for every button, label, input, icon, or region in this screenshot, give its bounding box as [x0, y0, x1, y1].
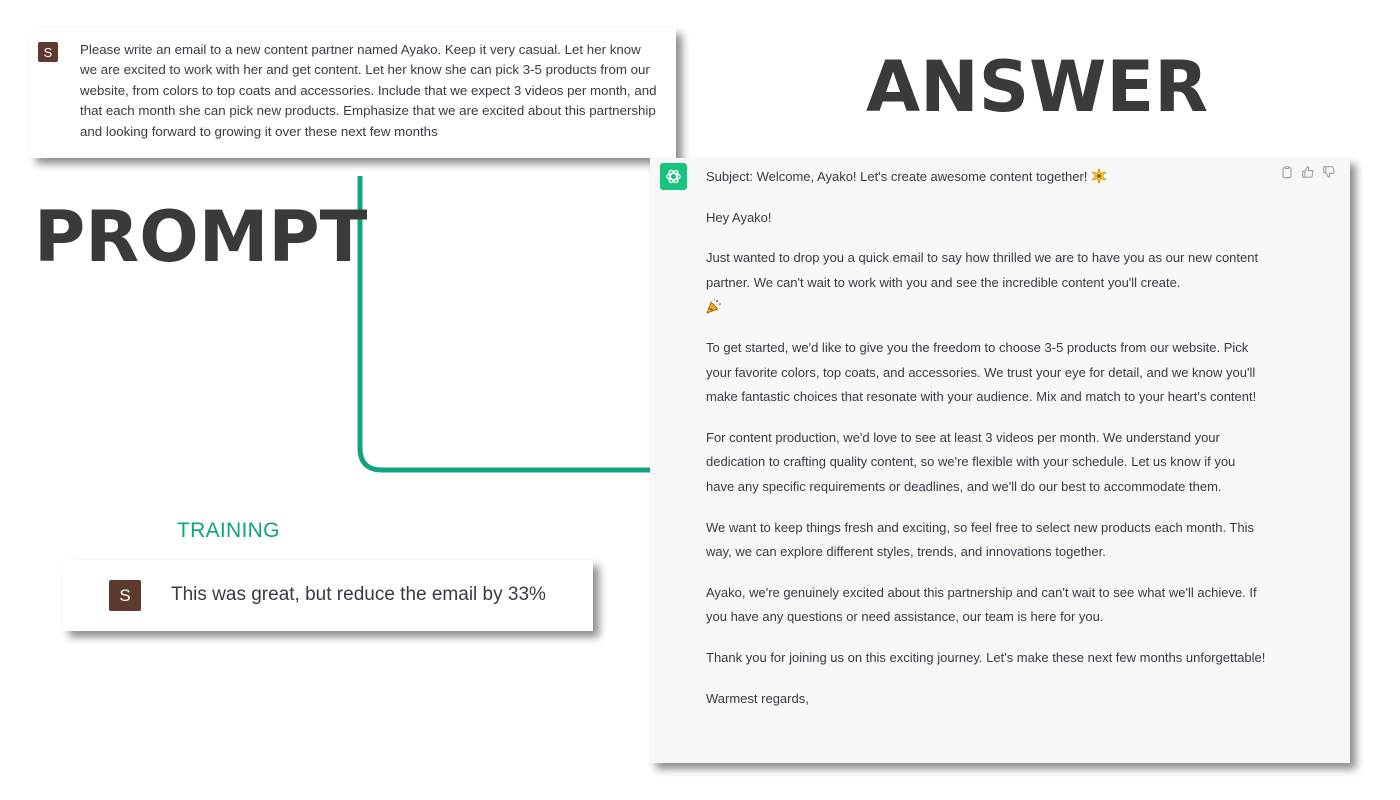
thumbs-up-icon[interactable]	[1301, 165, 1315, 179]
email-paragraph: Thank you for joining us on this exciting journey. Let's make these next few months unforgettable!	[706, 649, 1266, 665]
training-message-text: This was great, but reduce the email by 33%	[171, 584, 546, 605]
email-paragraph: To get started, we'd like to give you the freedom to choose 3-5 products from our website. Pick your favorite colors, top coats, and accessories. We trust your eye for detail, and we know you'll make fantastic choices that resonate with your audience. Mix and match to your heart's content!	[706, 339, 1257, 405]
email-paragraph: Just wanted to drop you a quick email to say how thrilled we are to have you as our new content partner. We can't wait to work with you and see the incredible content you'll create.	[706, 246, 1266, 320]
message-actions	[1280, 165, 1336, 179]
user-avatar: S	[38, 42, 58, 62]
thumbs-down-icon[interactable]	[1322, 165, 1336, 179]
email-paragraph: Ayako, we're genuinely excited about this partnership and can't wait to see what we'll achieve. If you have any questions or need assistance, our team is here for you.	[706, 584, 1257, 625]
openai-logo-icon	[660, 163, 687, 190]
email-paragraph: We want to keep things fresh and exciting, so feel free to select new products each month. This way, we can explore different styles, trends, and innovations together.	[706, 519, 1254, 560]
answer-email-body	[706, 165, 1266, 711]
party-popper-emoji-icon	[706, 298, 722, 314]
answer-message-card	[650, 158, 1350, 763]
answer-heading: ANSWER	[866, 46, 1209, 128]
training-message-card	[63, 560, 593, 631]
sparkle-emoji-icon	[1091, 168, 1107, 184]
training-label: TRAINING	[177, 519, 280, 542]
user-avatar: S	[109, 580, 141, 611]
clipboard-icon[interactable]	[1280, 165, 1294, 179]
email-signoff: Warmest regards,	[706, 690, 809, 706]
email-greeting: Hey Ayako!	[706, 209, 772, 225]
email-subject: Subject: Welcome, Ayako! Let's create awesome content together!	[706, 165, 1266, 190]
prompt-heading: PROMPT	[34, 196, 368, 278]
prompt-message-card	[30, 28, 676, 158]
prompt-message-text: Please write an email to a new content partner named Ayako. Keep it very casual. Let her know we are excited to work with her and get content. Let her know she can pick 3-5 products from our website, from colors to top coats and accessories. Include that we expect 3 videos per month, and that each month she can pick new products. Emphasize that we are excited about this partnership and looking forward to growing it over these next few months	[80, 42, 657, 139]
email-paragraph: For content production, we'd love to see at least 3 videos per month. We understand your dedication to crafting quality content, so we're flexible with your schedule. Let us know if you have any specific requirements or deadlines, and we'll do our best to accommodate them.	[706, 429, 1236, 494]
